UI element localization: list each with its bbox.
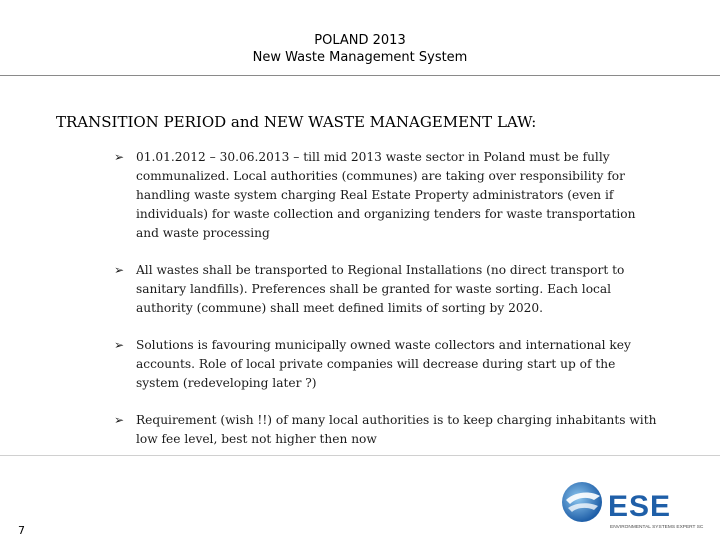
bullet-text: All wastes shall be transported to Regional Installations (no direct transport to sanitary landfills). Preferences shall be granted for waste sorting. Each local authority (commune) shall meet defined limits of sorting by 2020.: [136, 263, 625, 315]
arrow-bullet-icon: ➢: [114, 413, 125, 427]
header-title: POLAND 2013: [314, 33, 406, 48]
arrow-bullet-icon: ➢: [114, 263, 125, 277]
globe-icon: [562, 482, 602, 522]
arrow-bullet-icon: ➢: [114, 150, 125, 164]
slide-header: [0, 32, 720, 66]
bullet-item: [112, 261, 657, 318]
bullet-item: [112, 411, 657, 449]
bullet-text: Solutions is favouring municipally owned waste collectors and international key accounts. Role of local private companies will decrease during start up of the system (redeveloping later ?): [136, 338, 631, 390]
header-divider: [0, 75, 720, 76]
logo-tagline: ENVIRONMENTAL SYSTEMS EXPERT SC: [610, 525, 704, 530]
arrow-bullet-icon: ➢: [114, 338, 125, 352]
footer-divider: [0, 455, 720, 456]
bullet-item: [112, 148, 657, 243]
page-number: 7: [18, 524, 25, 537]
bullet-text: 01.01.2012 – 30.06.2013 – till mid 2013 waste sector in Poland must be fully communalized. Local authorities (communes) are taking over responsibility for handling waste system charging Real Estate Property administrators (even if individuals) for waste collection and organizing tenders for waste transportation and waste processing: [136, 150, 636, 240]
bullet-list: [112, 148, 657, 467]
company-logo: [560, 478, 710, 533]
slide-heading: TRANSITION PERIOD and NEW WASTE MANAGEMENT LAW:: [56, 113, 537, 131]
header-subtitle: New Waste Management System: [252, 50, 468, 65]
bullet-item: [112, 336, 657, 393]
bullet-text: Requirement (wish !!) of many local authorities is to keep charging inhabitants with low fee level, best not higher then now: [136, 413, 657, 446]
logo-wordmark: ESE: [608, 490, 672, 523]
